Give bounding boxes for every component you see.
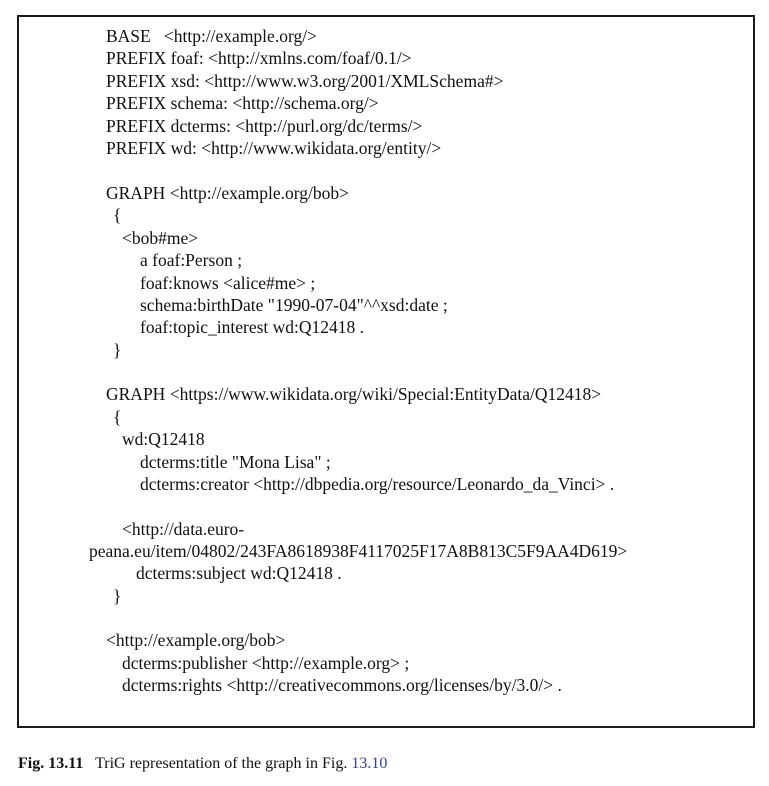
subject-europeana-part1: <http://data.euro- (122, 519, 245, 539)
graph-bob-open-brace: { (113, 205, 122, 225)
subject-bob-graph: <http://example.org/bob> (106, 630, 286, 650)
triple-publisher: dcterms:publisher <http://example.org> ; (122, 653, 410, 673)
subject-bob-me: <bob#me> (122, 228, 199, 248)
prefix-wd: PREFIX wd: <http://www.wikidata.org/entity/> (106, 138, 442, 158)
subject-europeana-part2: peana.eu/item/04802/243FA8618938F4117025F17A8B813C5F9AA4D619> (89, 541, 628, 561)
triple-knows-alice: foaf:knows <alice#me> ; (140, 273, 316, 293)
triple-title-mona-lisa: dcterms:title "Mona Lisa" ; (140, 452, 331, 472)
graph-bob-close-brace: } (113, 340, 122, 360)
triple-type-person: a foaf:Person ; (140, 250, 243, 270)
graph-bob-header: GRAPH <http://example.org/bob> (106, 183, 350, 203)
triple-rights: dcterms:rights <http://creativecommons.org/licenses/by/3.0/> . (122, 675, 562, 695)
triple-topic-interest: foaf:topic_interest wd:Q12418 . (140, 317, 365, 337)
figure-reference-link[interactable]: 13.10 (351, 755, 388, 772)
figure-label: Fig. 13.11 (18, 755, 84, 772)
graph-wikidata-close-brace: } (113, 586, 122, 606)
graph-wikidata-open-brace: { (113, 407, 122, 427)
prefix-schema: PREFIX schema: <http://schema.org/> (106, 93, 379, 113)
triple-subject-q12418: dcterms:subject wd:Q12418 . (136, 563, 342, 583)
triple-creator-leonardo: dcterms:creator <http://dbpedia.org/resource/Leonardo_da_Vinci> . (140, 474, 615, 494)
graph-wikidata-header: GRAPH <https://www.wikidata.org/wiki/Special:EntityData/Q12418> (106, 384, 602, 404)
caption-spacer (83, 755, 95, 772)
triple-birthdate: schema:birthDate "1990-07-04"^^xsd:date ; (140, 295, 448, 315)
base-declaration: BASE <http://example.org/> (106, 26, 317, 46)
prefix-dcterms: PREFIX dcterms: <http://purl.org/dc/terms/> (106, 116, 423, 136)
prefix-foaf: PREFIX foaf: <http://xmlns.com/foaf/0.1/> (106, 48, 412, 68)
figure-caption (18, 754, 387, 774)
caption-text: TriG representation of the graph in Fig. (95, 755, 352, 772)
prefix-xsd: PREFIX xsd: <http://www.w3.org/2001/XMLSchema#> (106, 71, 504, 91)
subject-q12418: wd:Q12418 (122, 429, 205, 449)
